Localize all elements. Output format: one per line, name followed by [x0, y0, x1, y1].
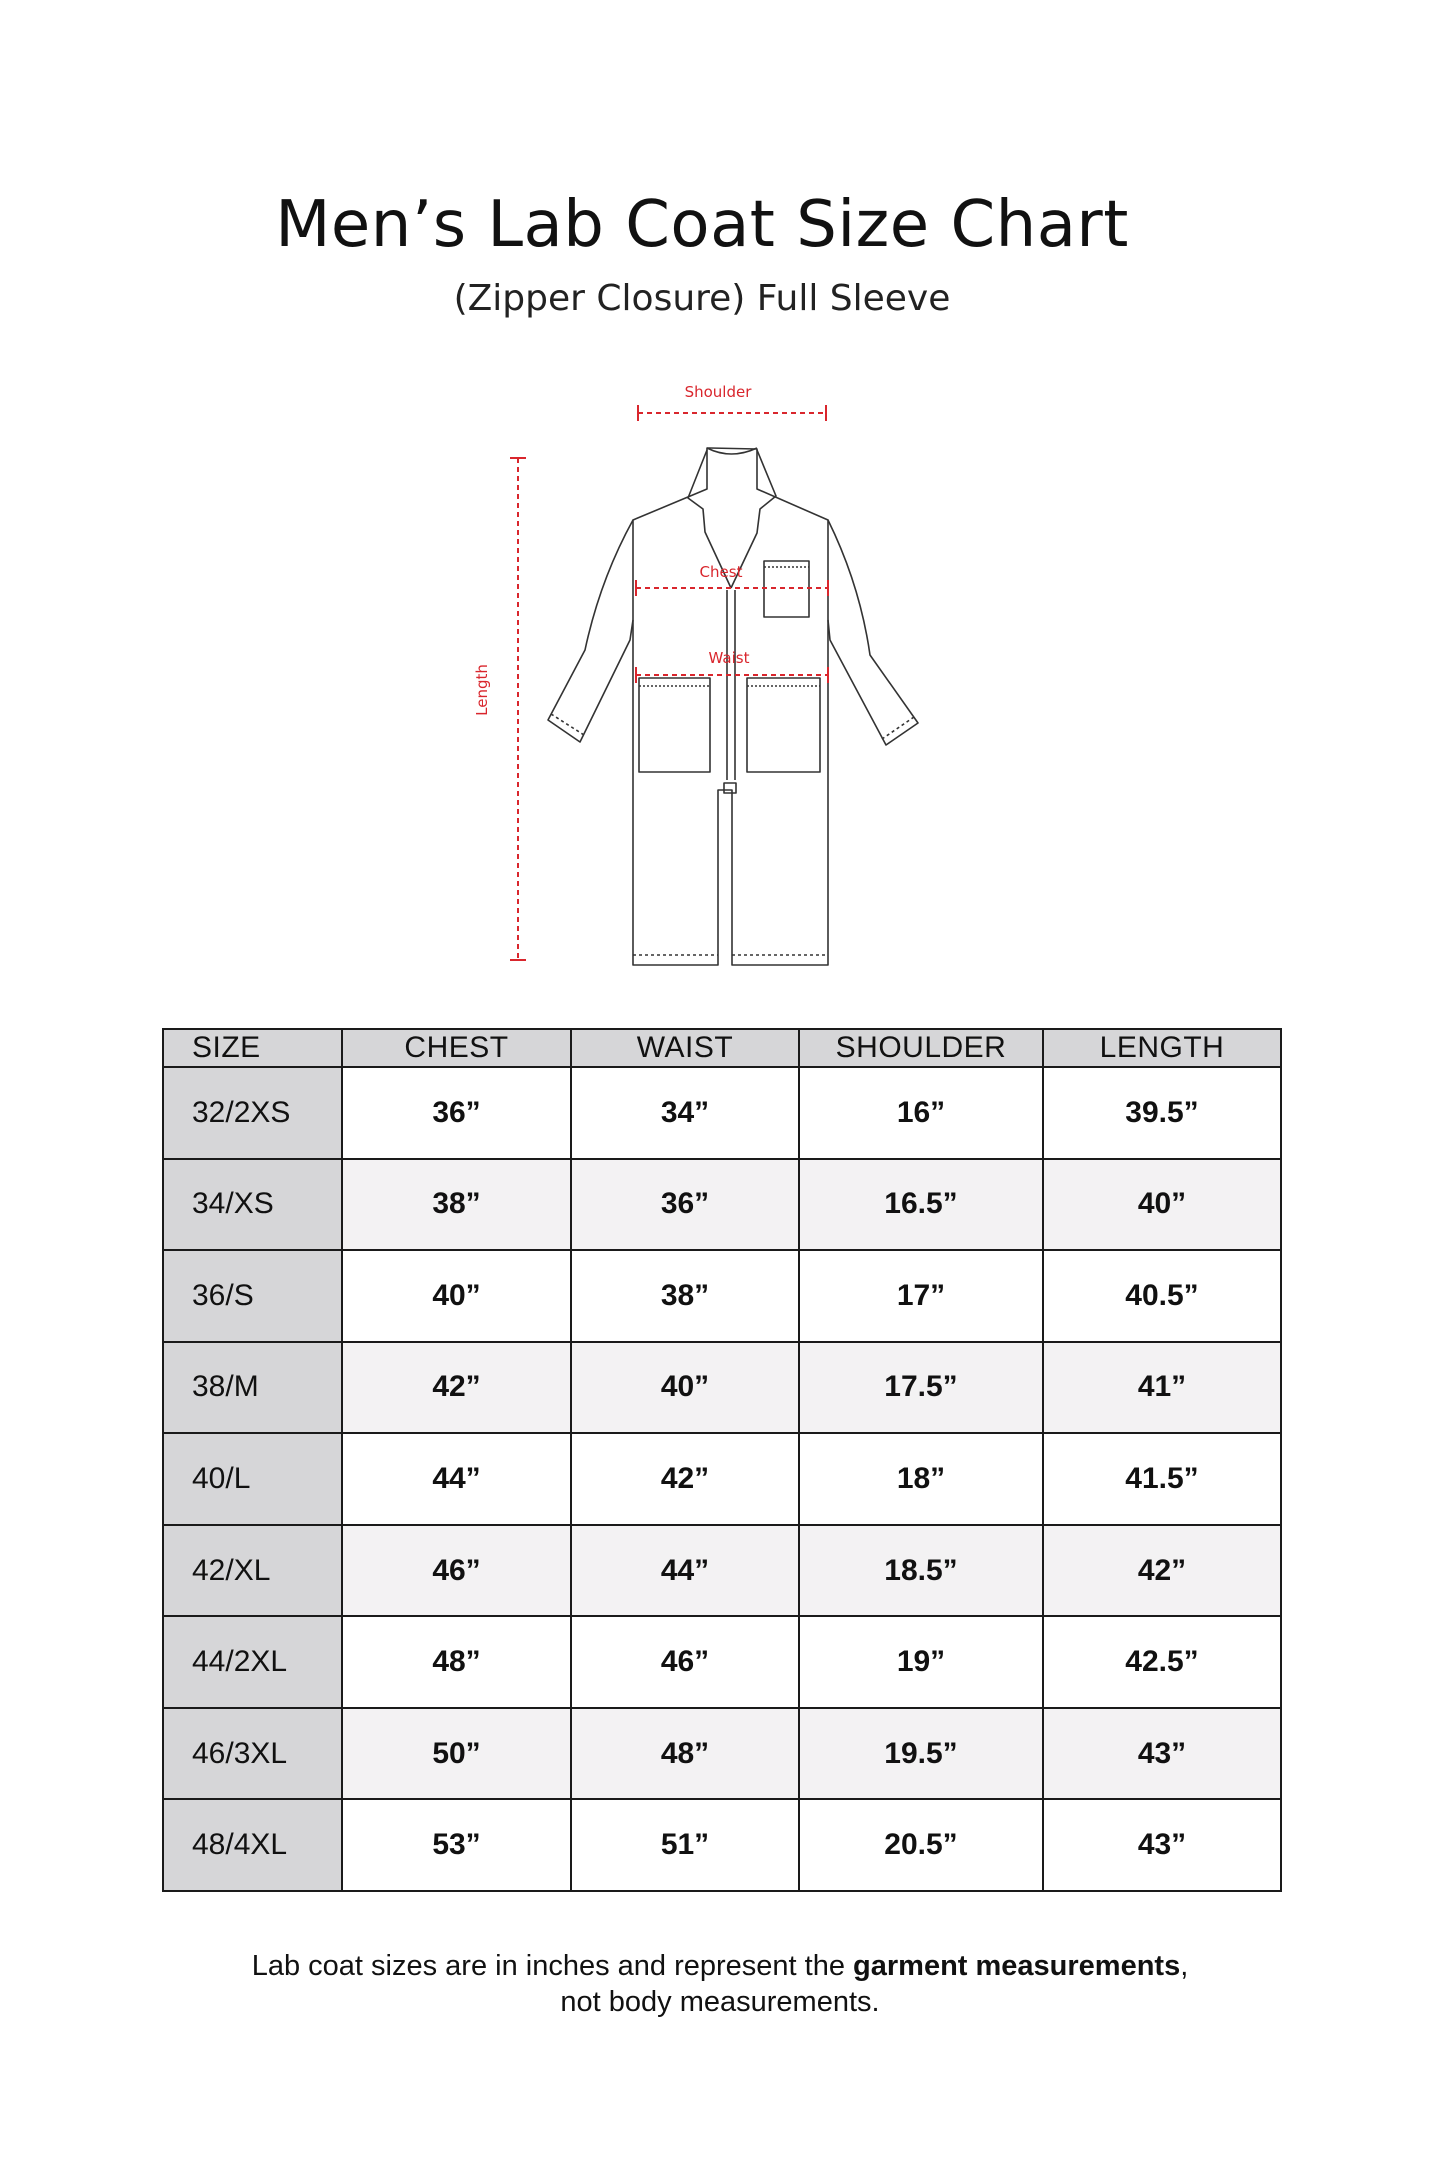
table-row — [163, 1525, 1281, 1617]
waist-cell: 34” — [571, 1067, 799, 1159]
size-chart-table — [162, 1028, 1282, 1892]
waist-cell: 38” — [571, 1250, 799, 1342]
chest-cell: 53” — [342, 1799, 571, 1891]
table-header-row — [163, 1029, 1281, 1067]
shoulder-cell: 17.5” — [799, 1342, 1043, 1434]
length-cell: 40.5” — [1043, 1250, 1281, 1342]
size-cell: 40/L — [163, 1433, 342, 1525]
shoulder-cell: 18” — [799, 1433, 1043, 1525]
page-subtitle: (Zipper Closure) Full Sleeve — [453, 278, 951, 319]
table-row — [163, 1159, 1281, 1251]
shoulder-cell: 16.5” — [799, 1159, 1043, 1251]
waist-cell: 46” — [571, 1616, 799, 1708]
footnote-emphasis: garment measurements — [853, 1950, 1181, 1982]
header-length: LENGTH — [1043, 1029, 1281, 1067]
table-row — [163, 1708, 1281, 1800]
shoulder-cell: 19.5” — [799, 1708, 1043, 1800]
waist-cell: 40” — [571, 1342, 799, 1434]
length-cell: 43” — [1043, 1799, 1281, 1891]
length-cell: 41” — [1043, 1342, 1281, 1434]
chest-cell: 38” — [342, 1159, 571, 1251]
table-row — [163, 1250, 1281, 1342]
length-cell: 42.5” — [1043, 1616, 1281, 1708]
header-shoulder: SHOULDER — [799, 1029, 1043, 1067]
shoulder-cell: 20.5” — [799, 1799, 1043, 1891]
chest-cell: 42” — [342, 1342, 571, 1434]
chest-cell: 44” — [342, 1433, 571, 1525]
shoulder-cell: 17” — [799, 1250, 1043, 1342]
chest-cell: 48” — [342, 1616, 571, 1708]
header-size: SIZE — [163, 1029, 342, 1067]
chest-cell: 40” — [342, 1250, 571, 1342]
size-cell: 32/2XS — [163, 1067, 342, 1159]
size-cell: 34/XS — [163, 1159, 342, 1251]
page-title: Men’s Lab Coat Size Chart — [275, 188, 1129, 262]
table-row — [163, 1799, 1281, 1891]
waist-cell: 48” — [571, 1708, 799, 1800]
table-row — [163, 1433, 1281, 1525]
header-chest: CHEST — [342, 1029, 571, 1067]
chest-cell: 36” — [342, 1067, 571, 1159]
waist-label: Waist — [708, 649, 750, 667]
header-waist: WAIST — [571, 1029, 799, 1067]
chest-cell: 50” — [342, 1708, 571, 1800]
waist-cell: 42” — [571, 1433, 799, 1525]
waist-cell: 44” — [571, 1525, 799, 1617]
lab-coat-illustration — [440, 370, 960, 970]
length-label: Length — [473, 664, 491, 716]
chest-label: Chest — [699, 563, 743, 581]
lab-coat-diagram — [440, 370, 960, 970]
coat-outline — [548, 448, 918, 965]
footnote-line-1 — [0, 1948, 1440, 1984]
length-cell: 42” — [1043, 1525, 1281, 1617]
shoulder-label: Shoulder — [684, 383, 752, 401]
shoulder-cell: 19” — [799, 1616, 1043, 1708]
shoulder-cell: 16” — [799, 1067, 1043, 1159]
size-cell: 44/2XL — [163, 1616, 342, 1708]
footnote-text: Lab coat sizes are in inches and represent the — [251, 1950, 854, 1982]
waist-cell: 36” — [571, 1159, 799, 1251]
footnote-punct: , — [1180, 1950, 1189, 1982]
length-cell: 43” — [1043, 1708, 1281, 1800]
chest-cell: 46” — [342, 1525, 571, 1617]
footnote — [0, 1948, 1440, 2020]
table-row — [163, 1067, 1281, 1159]
length-cell: 39.5” — [1043, 1067, 1281, 1159]
length-cell: 40” — [1043, 1159, 1281, 1251]
size-cell: 36/S — [163, 1250, 342, 1342]
size-cell: 48/4XL — [163, 1799, 342, 1891]
size-cell: 42/XL — [163, 1525, 342, 1617]
table-row — [163, 1616, 1281, 1708]
size-cell: 46/3XL — [163, 1708, 342, 1800]
waist-cell: 51” — [571, 1799, 799, 1891]
measurement-lines — [510, 405, 828, 960]
footnote-line-2: not body measurements. — [560, 1986, 880, 2018]
size-cell: 38/M — [163, 1342, 342, 1434]
length-cell: 41.5” — [1043, 1433, 1281, 1525]
shoulder-cell: 18.5” — [799, 1525, 1043, 1617]
table-row — [163, 1342, 1281, 1434]
